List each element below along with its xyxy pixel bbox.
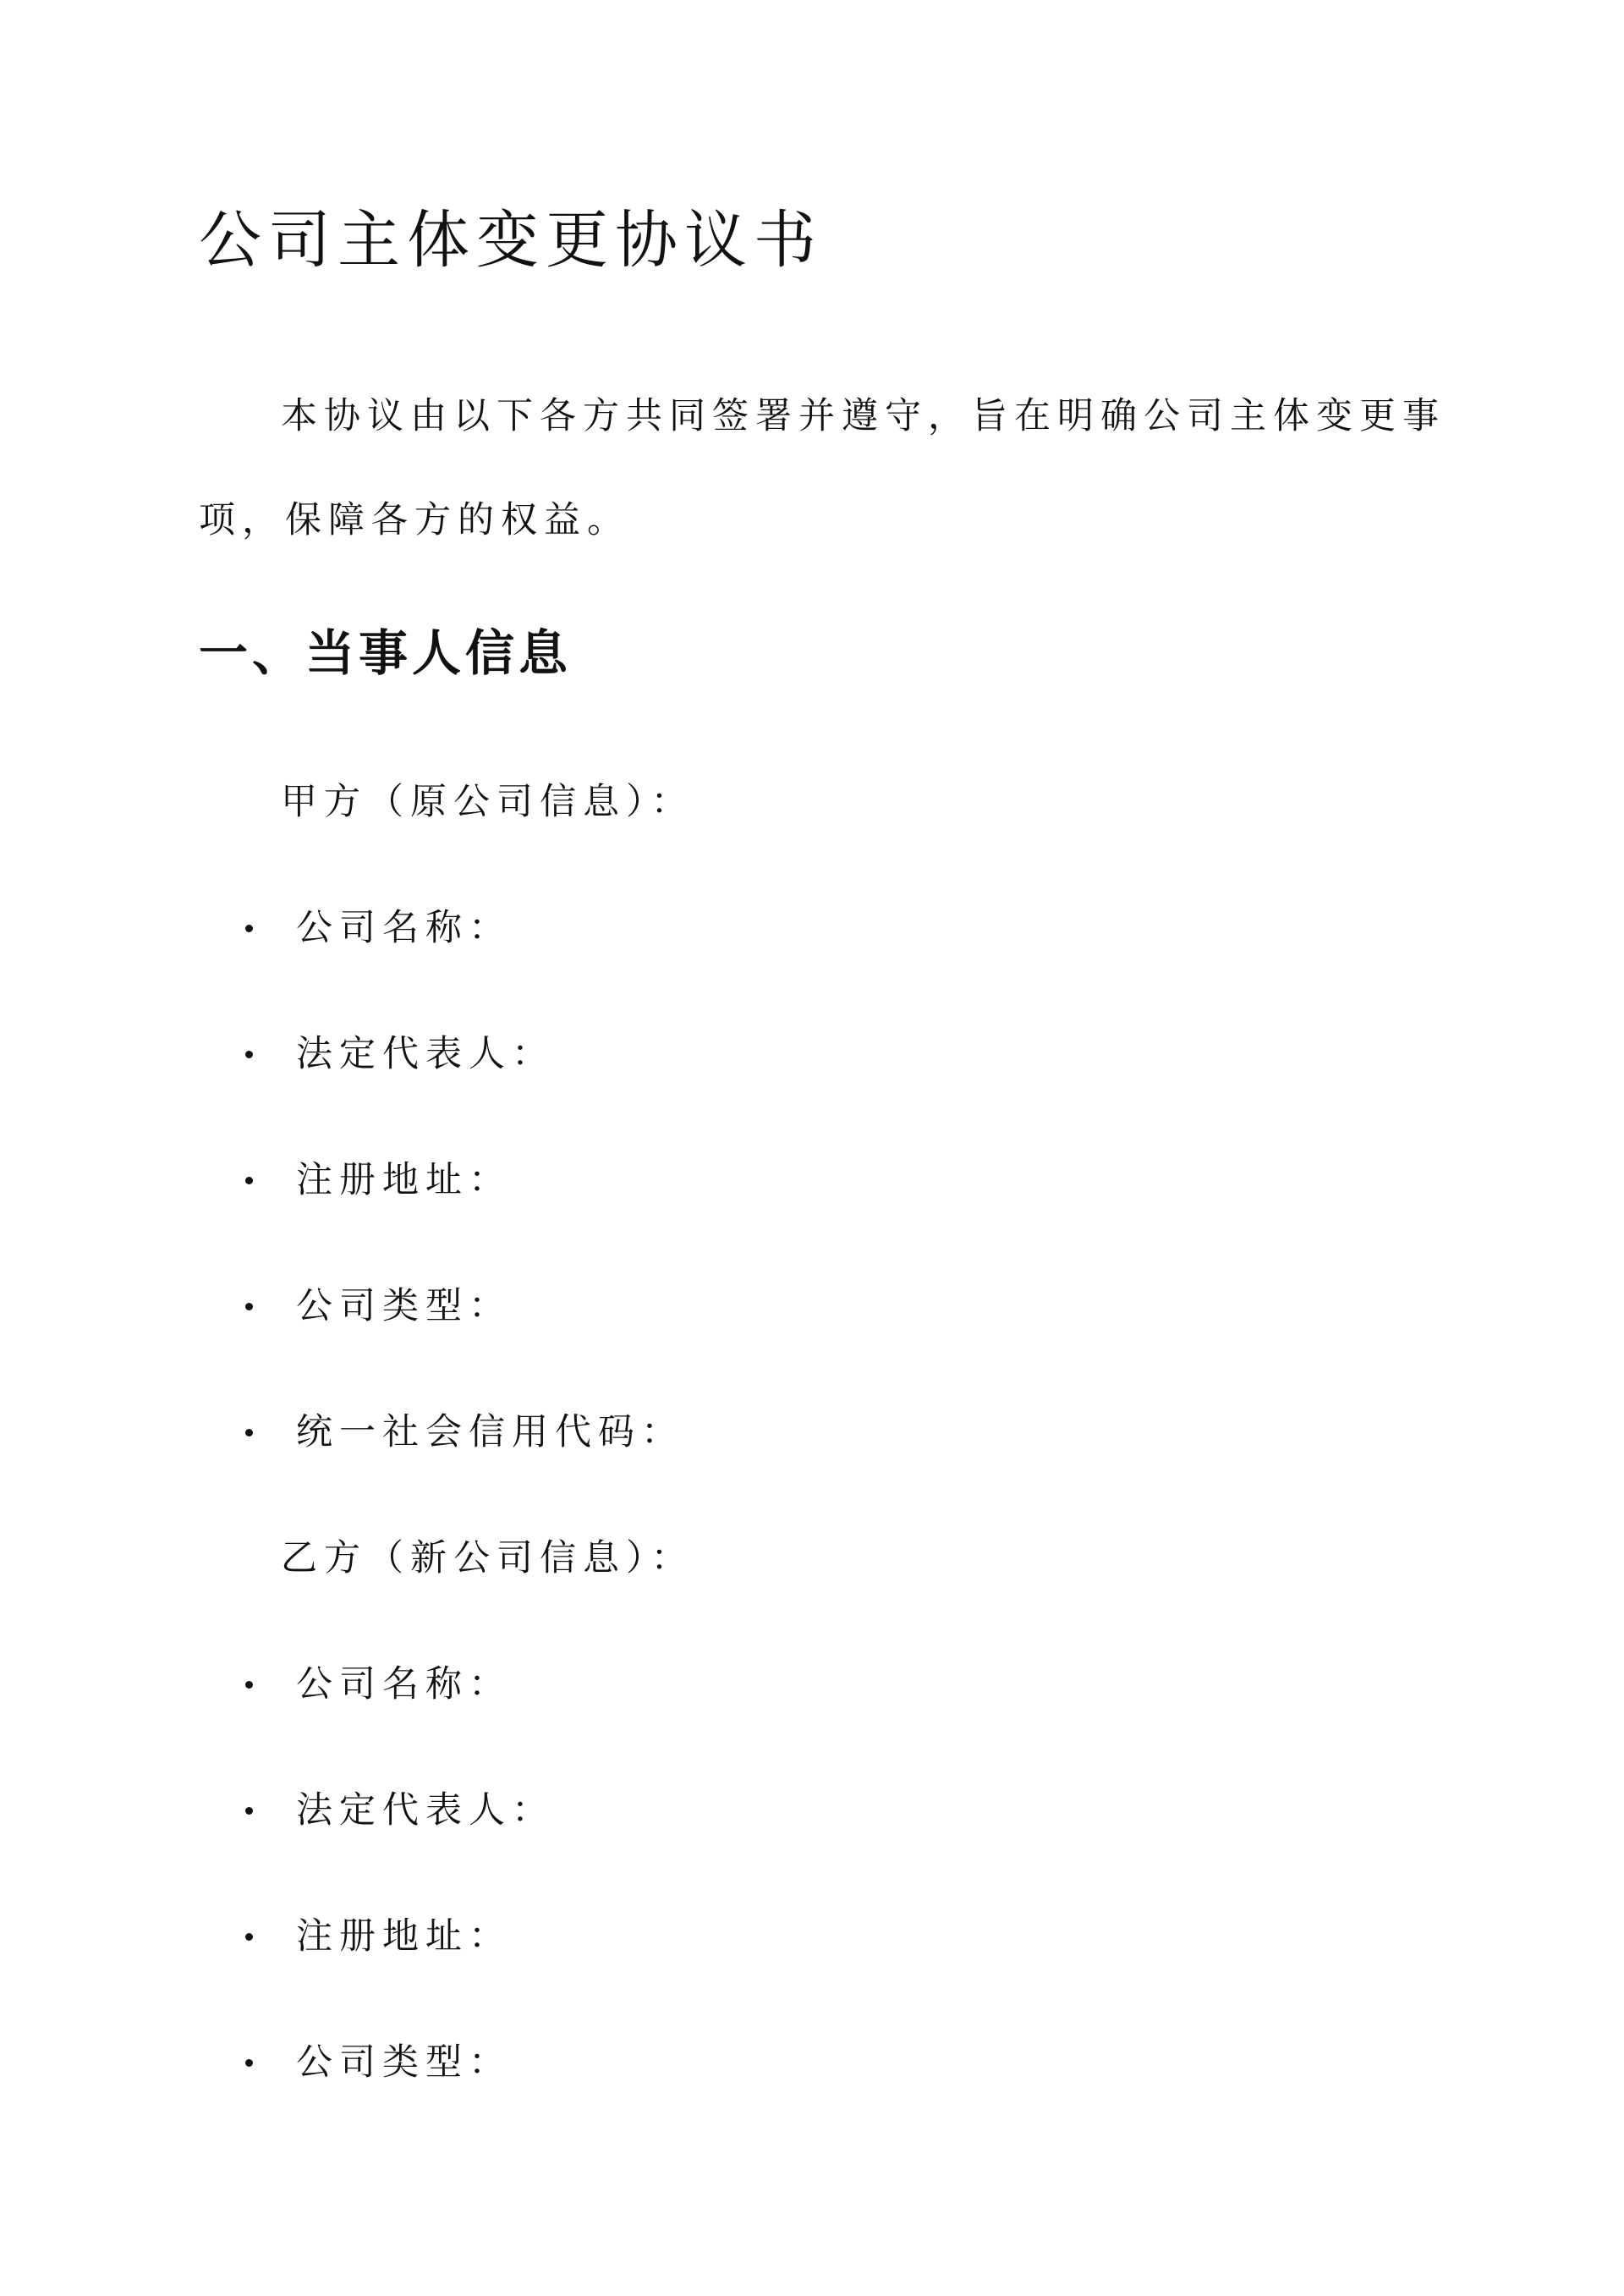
bullet-icon	[245, 1429, 253, 1436]
party-a-legal-rep-label: 法定代表人：	[296, 1033, 555, 1075]
party-a-address-label: 注册地址：	[296, 1159, 512, 1201]
party-b-label: 乙方（新公司信息）：	[281, 1537, 694, 1579]
party-b-address-label: 注册地址：	[296, 1915, 512, 1958]
bullet-icon	[245, 1807, 253, 1815]
intro-paragraph-line-2: 项，保障各方的权益。	[199, 499, 630, 541]
bullet-icon	[245, 925, 253, 932]
party-a-company-type-label: 公司类型：	[296, 1285, 512, 1327]
bullet-icon	[245, 1303, 253, 1310]
party-a-company-name-label: 公司名称：	[296, 907, 512, 949]
party-b-company-type-label: 公司类型：	[296, 2041, 512, 2084]
party-a-label: 甲方（原公司信息）：	[281, 781, 694, 823]
bullet-icon	[245, 1681, 253, 1689]
bullet-icon	[245, 2059, 253, 2067]
bullet-icon	[245, 1051, 253, 1058]
party-b-legal-rep-label: 法定代表人：	[296, 1789, 555, 1832]
party-a-credit-code-label: 统一社会信用代码：	[296, 1411, 684, 1453]
party-b-company-name-label: 公司名称：	[296, 1663, 512, 1706]
document-title: 公司主体变更协议书	[199, 204, 823, 277]
section-heading-parties: 一、当事人信息	[199, 624, 573, 682]
bullet-icon	[245, 1177, 253, 1184]
bullet-icon	[245, 1933, 253, 1941]
intro-paragraph-line-1: 本协议由以下各方共同签署并遵守，旨在明确公司主体变更事	[281, 395, 1446, 437]
